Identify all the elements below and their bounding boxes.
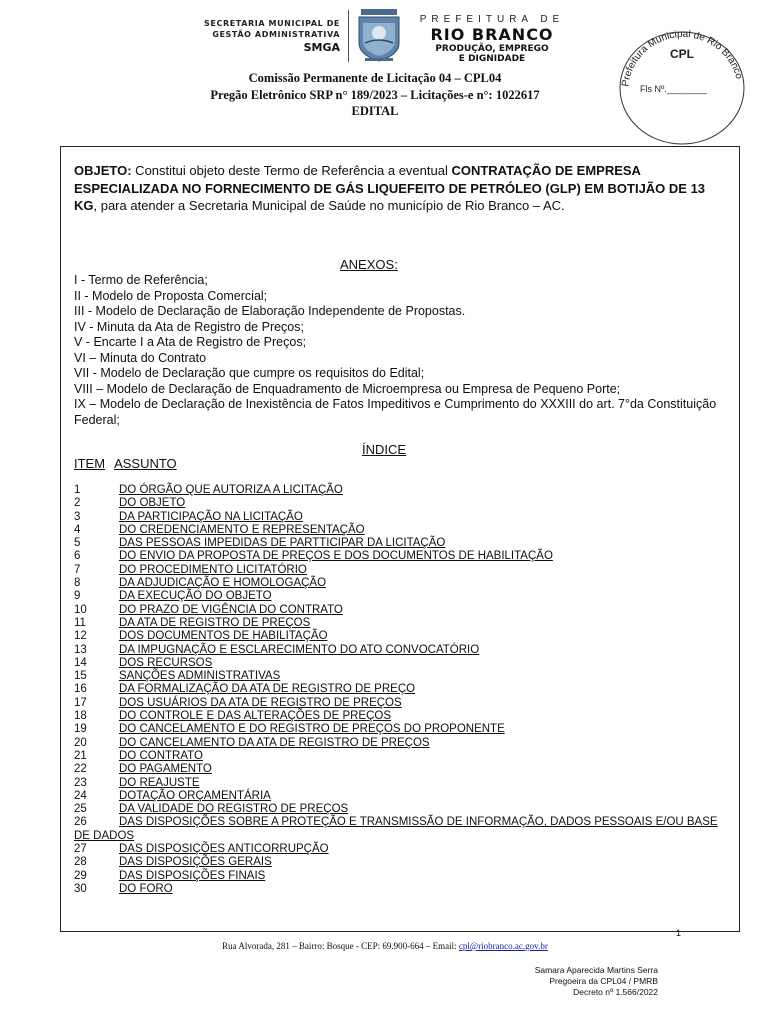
indice-item-link[interactable]: DA PARTICIPAÇÃO NA LICITAÇÃO [119,510,303,523]
indice-row [74,497,734,510]
indice-item-number: 22 [74,763,87,776]
indice-item-number: 5 [74,537,81,550]
prefeitura-line4: E DIGNIDADE [458,54,526,64]
indice-item-link[interactable]: DO PROCEDIMENTO LICITATÓRIO [119,563,307,576]
anexos-title-colon: : [394,257,398,272]
signature-block [470,965,658,998]
anexos-list [74,273,734,428]
indice-row [74,670,734,683]
indice-item-link[interactable]: DOS RECURSOS [119,656,213,669]
indice-item-link[interactable]: DO PRAZO DE VIGÊNCIA DO CONTRATO [119,603,343,616]
indice-row [74,777,734,790]
indice-item-number: 10 [74,603,87,616]
indice-item-link[interactable]: DAS DISPOSIÇÕES ANTICORRUPÇÃO [119,843,329,856]
indice-item-link[interactable]: DAS DISPOSIÇÕES SOBRE A PROTEÇÃO E TRANSMISSÃO DE INFORMAÇÃO, DADOS PESSOAIS E/OU BASE DE DADOS [74,816,718,842]
smga-line3: SMGA [303,41,340,54]
indice-item-link[interactable]: DOTAÇÃO ORÇAMENTÁRIA [119,789,271,802]
indice-item-link[interactable]: DO OBJETO [119,497,186,510]
indice-row [74,644,734,657]
anexo-item: IV - Minuta da Ata de Registro de Preços; [74,319,304,334]
page-number: 1 [676,928,682,938]
indice-item-link[interactable]: DO REAJUSTE [119,776,200,789]
indice-row [74,870,734,883]
indice-item-link[interactable]: DAS DISPOSIÇÕES FINAIS [119,869,266,882]
indice-item-number: 21 [74,749,87,762]
cpl-stamp [612,22,746,146]
anexo-item: II - Modelo de Proposta Comercial; [74,288,268,303]
anexo-item: I - Termo de Referência; [74,273,208,287]
indice-item-number: 2 [74,497,81,510]
indice-item-number: 8 [74,577,81,590]
title-line2: Pregão Eletrônico SRP n° 189/2023 – Licitações-e n°: 1022617 [210,87,540,102]
anexo-item: IX – Modelo de Declaração de Inexistência de Fatos Impeditivos e Cumprimento do XXXIII do art. 7°da Constituição Federal; [74,397,717,427]
indice-row [74,737,734,750]
indice-col-assunto: ASSUNTO [114,456,177,471]
title-line1: Comissão Permanente de Licitação 04 – CPL04 [248,71,502,85]
indice-item-number: 7 [74,563,81,576]
indice-item-number: 4 [74,523,81,536]
indice-row [74,750,734,763]
prefeitura-logo [412,14,572,64]
indice-item-number: 18 [74,710,87,723]
indice-item-link[interactable]: DOS DOCUMENTOS DE HABILITAÇÃO [119,630,328,643]
indice-item-link[interactable]: DO CANCELAMENTO DA ATA DE REGISTRO DE PREÇOS [119,736,430,749]
anexo-item: VIII – Modelo de Declaração de Enquadramento de Microempresa ou Empresa de Pequeno Porte; [74,381,621,396]
indice-item-number: 9 [74,590,81,603]
indice-item-number: 23 [74,776,87,789]
indice-item-number: 14 [74,656,87,669]
smga-line1: SECRETARIA MUNICIPAL DE [204,19,340,28]
objeto-label: OBJETO: [74,163,132,178]
indice-item-link[interactable]: DA FORMALIZAÇÃO DA ATA DE REGISTRO DE PREÇO [119,683,416,696]
indice-row [74,803,734,816]
anexo-item: VII - Modelo de Declaração que cumpre os requisitos do Edital; [74,366,425,380]
indice-item-link[interactable]: DAS DISPOSIÇÕES GERAIS [119,856,272,869]
indice-item-link[interactable]: DO FORO [119,882,173,895]
indice-item-number: 3 [74,510,81,523]
signature-role: Pregoeira da CPL04 / PMRB [549,976,658,986]
smga-line2: GESTÃO ADMINISTRATIVA [212,30,340,39]
indice-row [74,577,734,590]
indice-item-link[interactable]: SANÇÕES ADMINISTRATIVAS [119,670,281,683]
indice-item-number: 13 [74,643,87,656]
indice-row [74,550,734,563]
indice-item-link[interactable]: DOS USUÁRIOS DA ATA DE REGISTRO DE PREÇOS [119,696,402,709]
indice-row [74,484,734,497]
indice-item-number: 24 [74,789,87,802]
indice-item-number: 25 [74,803,87,816]
city-seal-icon [355,9,403,63]
indice-row [74,564,734,577]
indice-item-link[interactable]: DA ATA DE REGISTRO DE PREÇOS [119,616,311,629]
anexo-item: VI – Minuta do Contrato [74,350,207,365]
indice-item-number: 30 [74,882,87,895]
anexos-title-text: ANEXOS [340,257,395,272]
indice-row [74,790,734,803]
indice-item-number: 15 [74,670,87,683]
indice-row [74,617,734,630]
signature-decree: Decreto nº 1.566/2022 [573,987,658,997]
stamp-fls: Fls Nº.________ [640,84,707,94]
signature-name: Samara Aparecida Martins Serra [534,965,658,975]
indice-row [74,816,734,843]
indice-row [74,537,734,550]
objeto-paragraph [74,162,730,215]
objeto-text2: , para atender a Secretaria Municipal de Saúde no município de Rio Branco – AC. [93,198,565,213]
indice-row [74,723,734,736]
footer [0,941,770,951]
title-line3: EDITAL [351,104,399,118]
indice-row [74,843,734,856]
indice-row [74,524,734,537]
footer-address: Rua Alvorada, 281 – Bairro: Bosque - CEP: 69.900-664 – Email: [222,941,459,951]
indice-row [74,856,734,869]
indice-item-link[interactable]: DA ADJUDICAÇÃO E HOMOLOGAÇÃO [119,577,327,590]
prefeitura-line2: RIO BRANCO [430,25,554,44]
indice-item-number: 27 [74,843,87,856]
document-titles [150,70,600,120]
indice-item-number: 19 [74,723,87,736]
anexos-title [340,257,398,272]
indice-item-link[interactable]: DA VALIDADE DO REGISTRO DE PREÇOS [119,803,349,816]
indice-row [74,511,734,524]
indice-item-link[interactable]: DO CONTRATO [119,749,203,762]
indice-list [74,484,734,896]
prefeitura-line3: PRODUÇÃO, EMPREGO [435,44,549,54]
indice-item-link[interactable]: DO ENVIO DA PROPOSTA DE PREÇOS E DOS DOCUMENTOS DE HABILITAÇÃO [119,550,553,563]
indice-item-link[interactable]: DO CANCELAMENTO E DO REGISTRO DE PREÇOS DO PROPONENTE [119,723,505,736]
indice-col-item: ITEM [74,456,106,471]
indice-row [74,697,734,710]
stamp-arc-text: Prefeitura Municipal de Rio Branco [620,28,745,88]
indice-title: ÍNDICE [362,442,407,457]
indice-row [74,604,734,617]
indice-item-number: 16 [74,683,87,696]
footer-email-link[interactable]: cpl@riobranco.ac.gov.br [458,941,548,951]
indice-row [74,883,734,896]
indice-row [74,683,734,696]
indice-item-number: 28 [74,856,87,869]
indice-row [74,763,734,776]
indice-row [74,630,734,643]
header-divider [348,10,349,62]
indice-row [74,590,734,603]
indice-item-number: 26 [74,816,87,829]
indice-item-number: 1 [74,484,81,496]
indice-item-number: 12 [74,630,87,643]
indice-item-number: 29 [74,869,87,882]
indice-item-link[interactable]: DO CONTROLE E DAS ALTERAÇÕES DE PREÇOS [119,710,392,723]
indice-item-link[interactable]: DO PAGAMENTO [119,763,212,776]
indice-item-link[interactable]: DO ÓRGÃO QUE AUTORIZA A LICITAÇÃO [119,484,343,496]
indice-item-number: 6 [74,550,81,563]
indice-row [74,710,734,723]
indice-header [74,456,177,471]
indice-item-link[interactable]: DO CREDENCIAMENTO E REPRESENTAÇÃO [119,523,365,536]
indice-item-number: 17 [74,696,87,709]
indice-row [74,657,734,670]
objeto-text1: Constitui objeto deste Termo de Referência a eventual [131,163,452,178]
anexo-item: III - Modelo de Declaração de Elaboração Independente de Propostas. [74,304,466,318]
indice-item-link[interactable]: DA IMPUGNAÇÃO E ESCLARECIMENTO DO ATO CONVOCATÓRIO [119,643,480,656]
objeto-bold: CONTRATAÇÃO DE EMPRESA ESPECIALIZADA NO FORNECIMENTO DE GÁS LIQUEFEITO DE PETRÓLEO (GLP) EM BOTIJÃO DE 13 KG [74,163,706,213]
prefeitura-line1: PREFEITURA DE [419,14,565,25]
anexo-item: V - Encarte I a Ata de Registro de Preços; [74,335,307,349]
smga-logo [190,18,340,55]
stamp-center: CPL [670,47,694,61]
indice-item-number: 20 [74,736,87,749]
indice-item-number: 11 [74,616,86,629]
indice-item-link[interactable]: DAS PESSOAS IMPEDIDAS DE PARTTICIPAR DA LICITAÇÃO [119,537,446,550]
indice-item-link[interactable]: DA EXECUÇÃO DO OBJETO [119,590,272,603]
